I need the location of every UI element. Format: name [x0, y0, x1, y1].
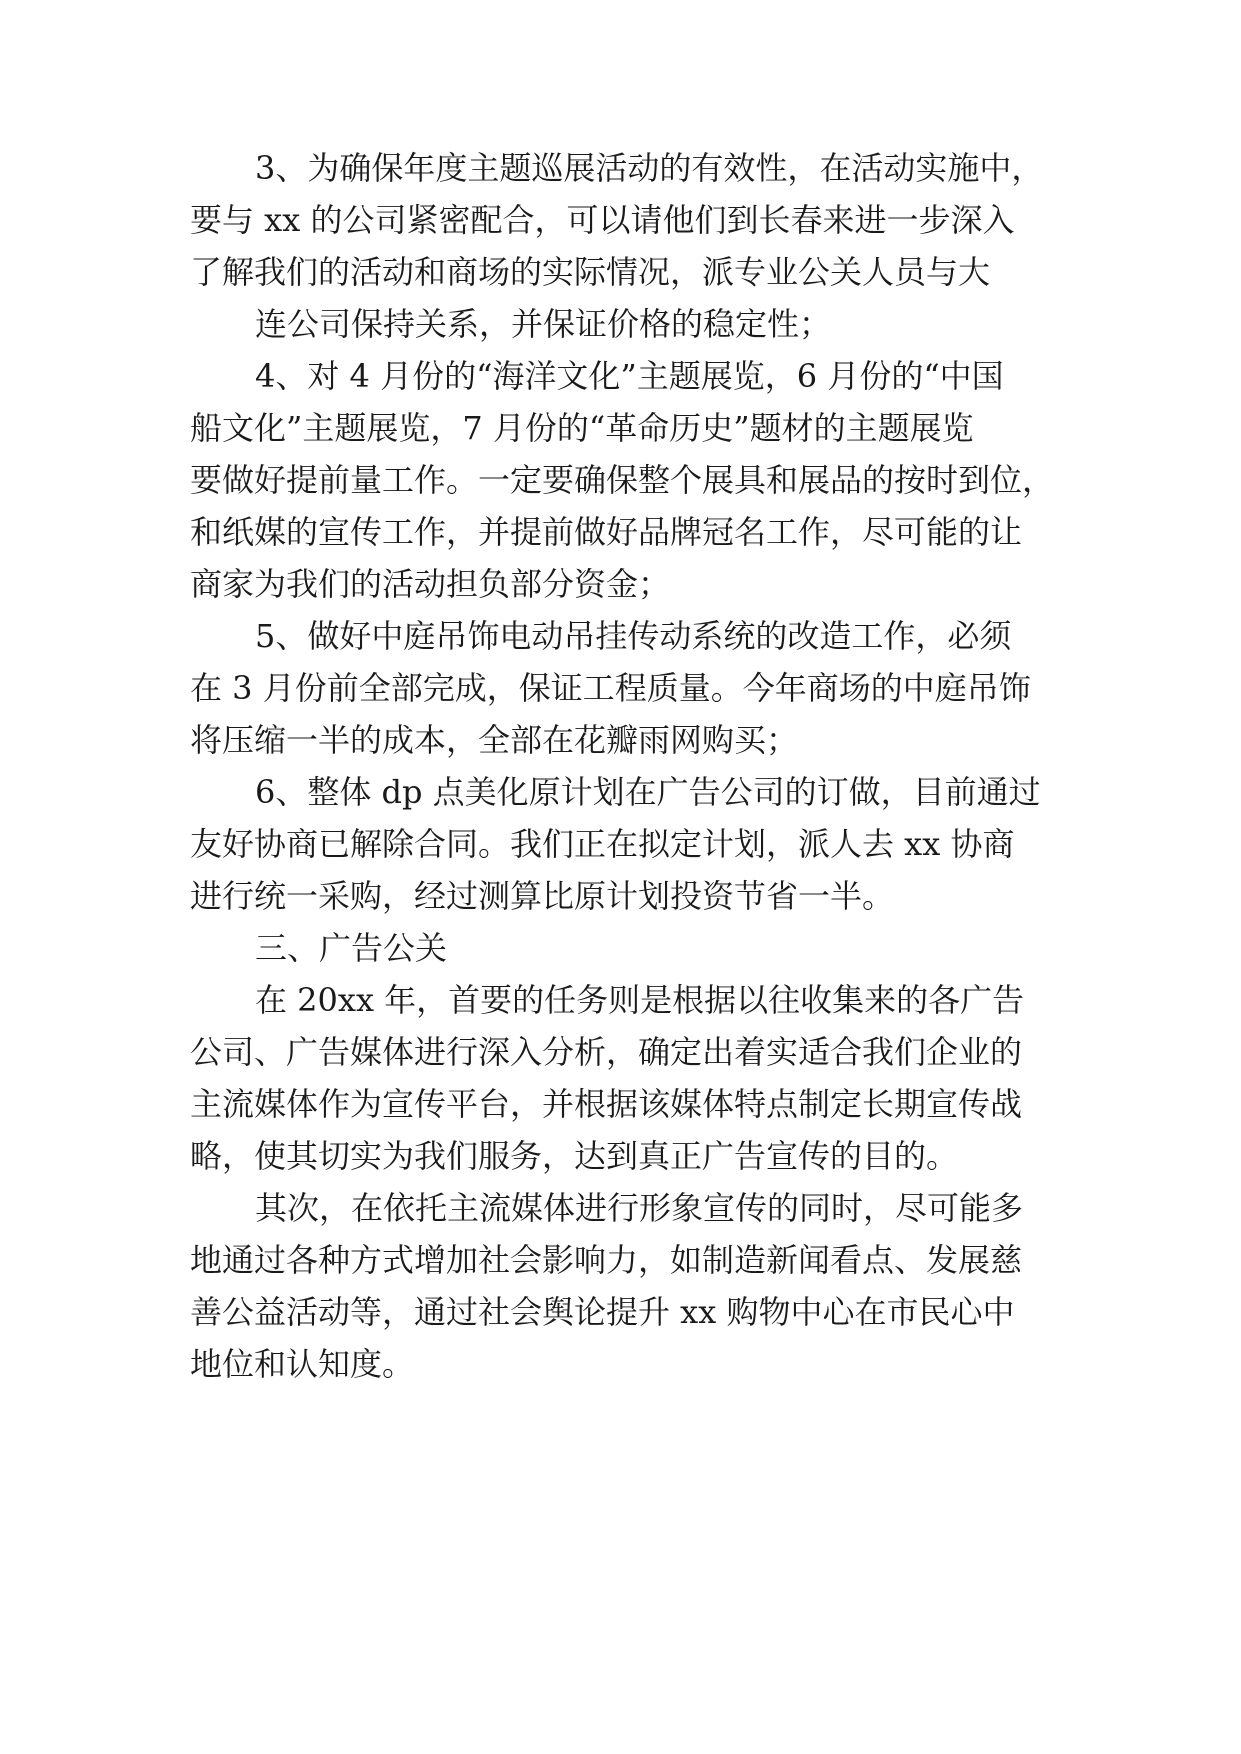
- text-line: 进行统一采购，经过测算比原计划投资节省一半。: [190, 877, 895, 915]
- text-line: 略，使其切实为我们服务，达到真正广告宣传的目的。: [190, 1137, 959, 1175]
- text-line: 船文化”主题展览，7 月份的“革命历史”题材的主题展览: [190, 409, 974, 447]
- text-line: 在 20xx 年，首要的任务则是根据以往收集来的各广告: [255, 981, 1025, 1019]
- text-line: 6、整体 dp 点美化原计划在广告公司的订做，目前通过: [255, 773, 1041, 811]
- text-line: 4、对 4 月份的“海洋文化”主题展览，6 月份的“中国: [255, 357, 1004, 395]
- text-line: 地位和认知度。: [190, 1345, 415, 1383]
- text-line: 连公司保持关系，并保证价格的稳定性；: [255, 305, 832, 343]
- text-line: 其次，在依托主流媒体进行形象宣传的同时，尽可能多: [255, 1189, 1024, 1227]
- text-line: 商家为我们的活动担负部分资金；: [190, 565, 671, 603]
- text-line: 在 3 月份前全部完成，保证工程质量。今年商场的中庭吊饰: [190, 669, 1031, 707]
- text-line: 了解我们的活动和商场的实际情况，派专业公关人员与大: [190, 253, 991, 291]
- text-line: 善公益活动等，通过社会舆论提升 xx 购物中心在市民心中: [190, 1293, 1015, 1331]
- text-line: 公司、广告媒体进行深入分析，确定出着实适合我们企业的: [190, 1033, 1023, 1071]
- section-heading: 三、广告公关: [255, 929, 448, 967]
- text-line: 主流媒体作为宣传平台，并根据该媒体特点制定长期宣传战: [190, 1085, 1023, 1123]
- text-line: 3、为确保年度主题巡展活动的有效性，在活动实施中，: [255, 149, 1044, 187]
- text-line: 5、做好中庭吊饰电动吊挂传动系统的改造工作，必须: [255, 617, 1012, 655]
- text-line: 友好协商已解除合同。我们正在拟定计划，派人去 xx 协商: [190, 825, 1015, 863]
- text-line: 要与 xx 的公司紧密配合，可以请他们到长春来进一步深入: [190, 201, 1015, 239]
- text-line: 地通过各种方式增加社会影响力，如制造新闻看点、发展慈: [190, 1241, 1023, 1279]
- text-line: 将压缩一半的成本，全部在花瓣雨网购买；: [190, 721, 799, 759]
- text-line: 和纸媒的宣传工作，并提前做好品牌冠名工作，尽可能的让: [190, 513, 1023, 551]
- text-line: 要做好提前量工作。一定要确保整个展具和展品的按时到位，: [190, 461, 1055, 499]
